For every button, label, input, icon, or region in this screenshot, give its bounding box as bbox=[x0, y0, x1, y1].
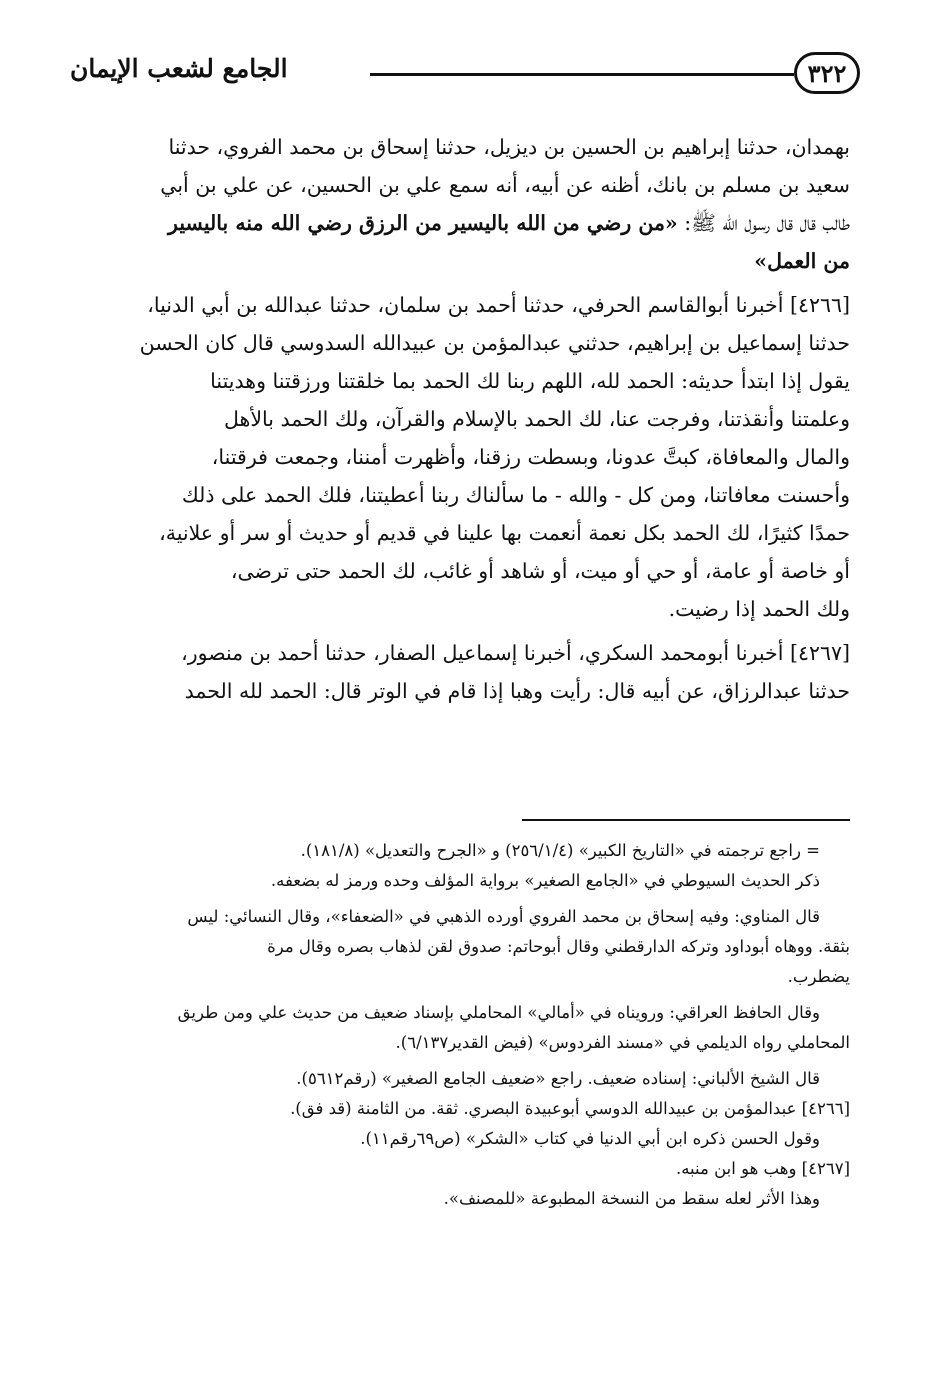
main-text bbox=[76, 128, 850, 716]
text-run: أخبرنا أبوالقاسم الحرفي، حدثنا أحمد بن سلمان، حدثنا عبدالله بن أبي الدنيا، bbox=[147, 293, 784, 317]
text-line: بهمدان، حدثنا إبراهيم بن الحسين بن ديزيل، حدثنا إسحاق بن محمد الفروي، حدثنا bbox=[168, 135, 850, 159]
footnote-line: يضطرب. bbox=[787, 967, 850, 986]
hadith-quote: «من رضي من الله باليسير من الرزق رضي الله منه باليسير bbox=[168, 211, 678, 235]
footnote-line: بثقة. ووهاه أبوداود وتركه الدارقطني وقال أبوحاتم: صدوق لقن لذهاب بصره وقال مرة bbox=[267, 937, 850, 956]
text-line bbox=[76, 286, 850, 324]
header-rule bbox=[370, 73, 794, 76]
footnote-line: [٤٢٦٧] وهب هو ابن منبه. bbox=[675, 1159, 850, 1178]
text-line: حدثنا إسماعيل بن إبراهيم، حدثني عبدالمؤمن بن عبيدالله السدوسي قال كان الحسن bbox=[139, 331, 850, 355]
text-line: حدثنا عبدالرزاق، عن أبيه قال: رأيت وهبا إذا قام في الوتر قال: الحمد لله الحمد bbox=[184, 679, 850, 703]
text-line: حمدًا كثيرًا، لك الحمد بكل نعمة أنعمت بها علينا في قديم أو حديث أو سر أو علانية، bbox=[159, 521, 850, 545]
text-line: سعيد بن مسلم بن بانك، أظنه عن أبيه، أنه سمع علي بن الحسين، عن علي بن أبي bbox=[160, 173, 850, 197]
text-line: يقول إذا ابتدأ حديثه: الحمد لله، اللهم ربنا لك الحمد بما خلقتنا ورزقتنا وهديتنا bbox=[210, 369, 850, 393]
footnote-line: وهذا الأثر لعله سقط من النسخة المطبوعة «للمصنف». bbox=[443, 1189, 820, 1208]
footnotes bbox=[76, 836, 850, 1214]
hadith-number: [٤٢٦٧] bbox=[789, 641, 850, 665]
paragraph-1 bbox=[76, 128, 850, 280]
footnote-line: ذكر الحديث السيوطي في «الجامع الصغير» برواية المؤلف وحده ورمز له بضعفه. bbox=[270, 871, 820, 890]
page-header bbox=[70, 50, 860, 106]
text-run: أخبرنا أبومحمد السكري، أخبرنا إسماعيل الصفار، حدثنا أحمد بن منصور، bbox=[181, 641, 784, 665]
footnote-line: = راجع ترجمته في «التاريخ الكبير» (٢٥٦/١/٤) و «الجرح والتعديل» (١٨١/٨). bbox=[300, 841, 820, 860]
text-line: ولك الحمد إذا رضيت. bbox=[668, 597, 850, 621]
text-line bbox=[76, 634, 850, 672]
footnote-rule bbox=[522, 819, 850, 821]
book-title: الجامع لشعب الإيمان bbox=[70, 54, 288, 83]
hadith-intro: طالب قال قال رسول الله ﷺ: bbox=[677, 211, 850, 235]
paragraph-4266 bbox=[76, 286, 850, 628]
footnote-line: قال الشيخ الألباني: إسناده ضعيف. راجع «ضعيف الجامع الصغير» (رقم٥٦١٢). bbox=[296, 1069, 820, 1088]
text-line: وعلمتنا وأنقذتنا، وفرجت عنا، لك الحمد بالإسلام والقرآن، ولك الحمد بالأهل bbox=[224, 407, 850, 431]
footnote-line: وقال الحافظ العراقي: ورويناه في «أمالي» المحاملي بإسناد ضعيف من حديث علي ومن طريق bbox=[177, 1003, 820, 1022]
paragraph-4267 bbox=[76, 634, 850, 710]
footnote-line: قال المناوي: وفيه إسحاق بن محمد الفروي أورده الذهبي في «الضعفاء»، وقال النسائي: ليس bbox=[187, 907, 820, 926]
hadith-quote-end: من العمل» bbox=[754, 249, 850, 273]
footnote-line: [٤٢٦٦] عبدالمؤمن بن عبيدالله الدوسي أبوعبيدة البصري. ثقة. من الثامنة (قد فق). bbox=[290, 1099, 850, 1118]
text-line: وأحسنت معافاتنا، ومن كل - والله - ما سألناك ربنا أعطيتنا، فلك الحمد على ذلك bbox=[181, 483, 850, 507]
text-line bbox=[76, 204, 850, 242]
page-number-badge: ٣٢٢ bbox=[794, 52, 860, 94]
footnote-line: وقول الحسن ذكره ابن أبي الدنيا في كتاب «الشكر» (ص٦٩رقم١١). bbox=[360, 1129, 820, 1148]
text-line: والمال والمعافاة، كبتَّ عدونا، وبسطت رزقنا، وأظهرت أمننا، وجمعت فرقتنا، bbox=[211, 445, 850, 469]
footnote-line: المحاملي رواه الديلمي في «مسند الفردوس» (فيض القدير٦/١٣٧). bbox=[395, 1033, 850, 1052]
text-line: أو خاصة أو عامة، أو حي أو ميت، أو شاهد أو غائب، لك الحمد حتى ترضى، bbox=[230, 559, 850, 583]
hadith-number: [٤٢٦٦] bbox=[789, 293, 850, 317]
